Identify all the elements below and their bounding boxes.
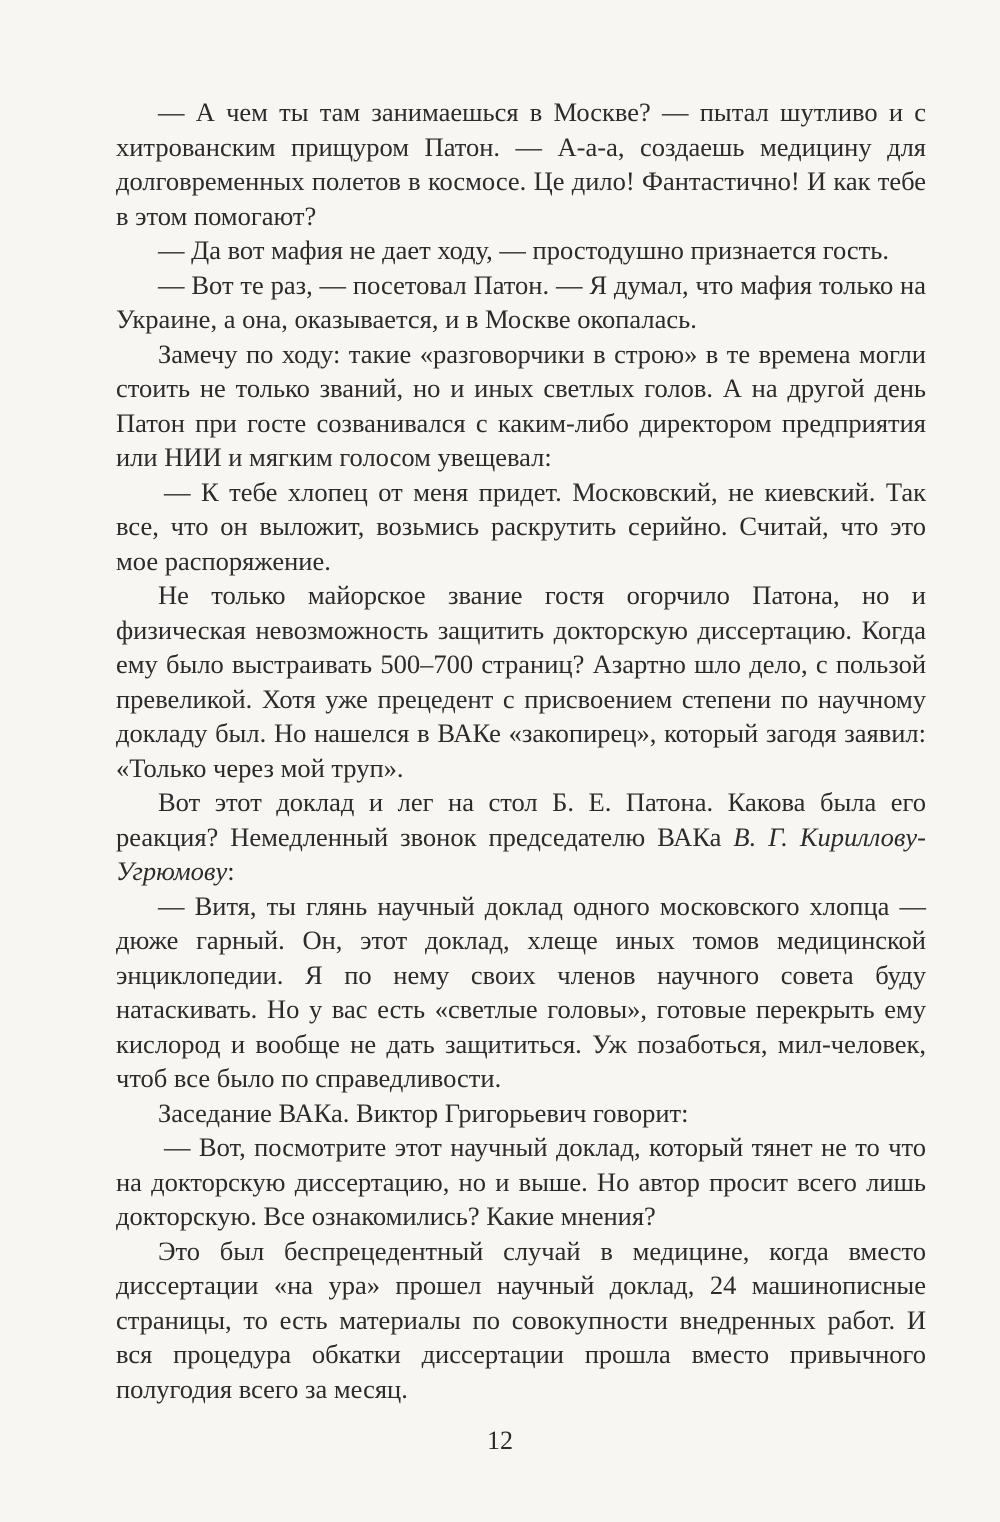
paragraph-report-text: Вот этот доклад и лег на стол Б. Е. Патона. Какова была его реакция? Немедленный звонок председателю ВАКа bbox=[116, 787, 926, 852]
page-body-text bbox=[116, 95, 926, 1406]
paragraph-report bbox=[116, 785, 926, 889]
paragraph-dissertation: Не только майорское звание гостя огорчило Патона, но и физическая невозможность защитить докторскую диссертацию. Когда ему было выстраивать 500–700 страниц? Азартно шло дело, с пользой превеликой. Хотя уже прецедент с присвоением степени по научному докладу был. Но нашелся в ВАКе «закопирец», который загодя заявил: «Только через мой труп». bbox=[116, 580, 926, 783]
page-number: 12 bbox=[487, 1426, 513, 1455]
paragraph-phone-call: — К тебе хлопец от меня придет. Московский, не киевский. Так все, что он выложит, возьмись раскрутить серийно. Считай, что это мое распоряжение. bbox=[116, 476, 926, 576]
paragraph-paton-remark: — Вот те раз, — посетовал Патон. — Я думал, что мафия только на Украине, а она, оказывается, и в Москве окопалась. bbox=[116, 269, 926, 334]
paragraph-mafia-reply: — Да вот мафия не дает ходу, — простодушно признается гость. bbox=[158, 235, 889, 265]
paragraph-question: — А чем ты там занимаешься в Москве? — пытал шутливо и с хитрованским прищуром Патон. — А-а-а, создаешь медицину для долговременных полетов в космосе. Це дило! Фантастично! И как тебе в этом помогают? bbox=[116, 97, 926, 231]
paragraph-viktor-speech: — Вот, посмотрите этот научный доклад, который тянет не то что на докторскую диссертацию, но и выше. Но автор просит всего лишь докторскую. Все ознакомились? Какие мнения? bbox=[116, 1132, 926, 1231]
paragraph-report-colon: : bbox=[227, 856, 235, 886]
paragraph-vak-meeting: Заседание ВАКа. Виктор Григорьевич говорит: bbox=[158, 1097, 689, 1128]
person-name-italic: В. Г. Кириллову-Угрюмову bbox=[116, 821, 926, 886]
paragraph-conclusion: Это был беспрецедентный случай в медицине, когда вместо диссертации «на ура» прошел научный доклад, 24 машинописные страницы, то есть материалы по совокупности внедренных работ. И вся процедура обкатки диссертации прошла вместо привычного полугодия всего за месяц. bbox=[116, 1235, 926, 1404]
paragraph-vitya-call: — Витя, ты глянь научный доклад одного московского хлопца — дюже гарный. Он, этот доклад, хлеще иных томов медицинской энциклопедии. Я по нему своих членов научного совета буду натаскивать. Но у вас есть «светлые головы», готовые перекрыть ему кислород и вообще не дать защититься. Уж позаботься, мил-человек, чтоб все было по справедливости. bbox=[116, 890, 926, 1093]
paragraph-note: Замечу по ходу: такие «разговорчики в строю» в те времена могли стоить не только званий, но и иных светлых голов. А на другой день Патон при госте созванивался с каким-либо директором предприятия или НИИ и мягким голосом увещевал: bbox=[116, 338, 926, 472]
